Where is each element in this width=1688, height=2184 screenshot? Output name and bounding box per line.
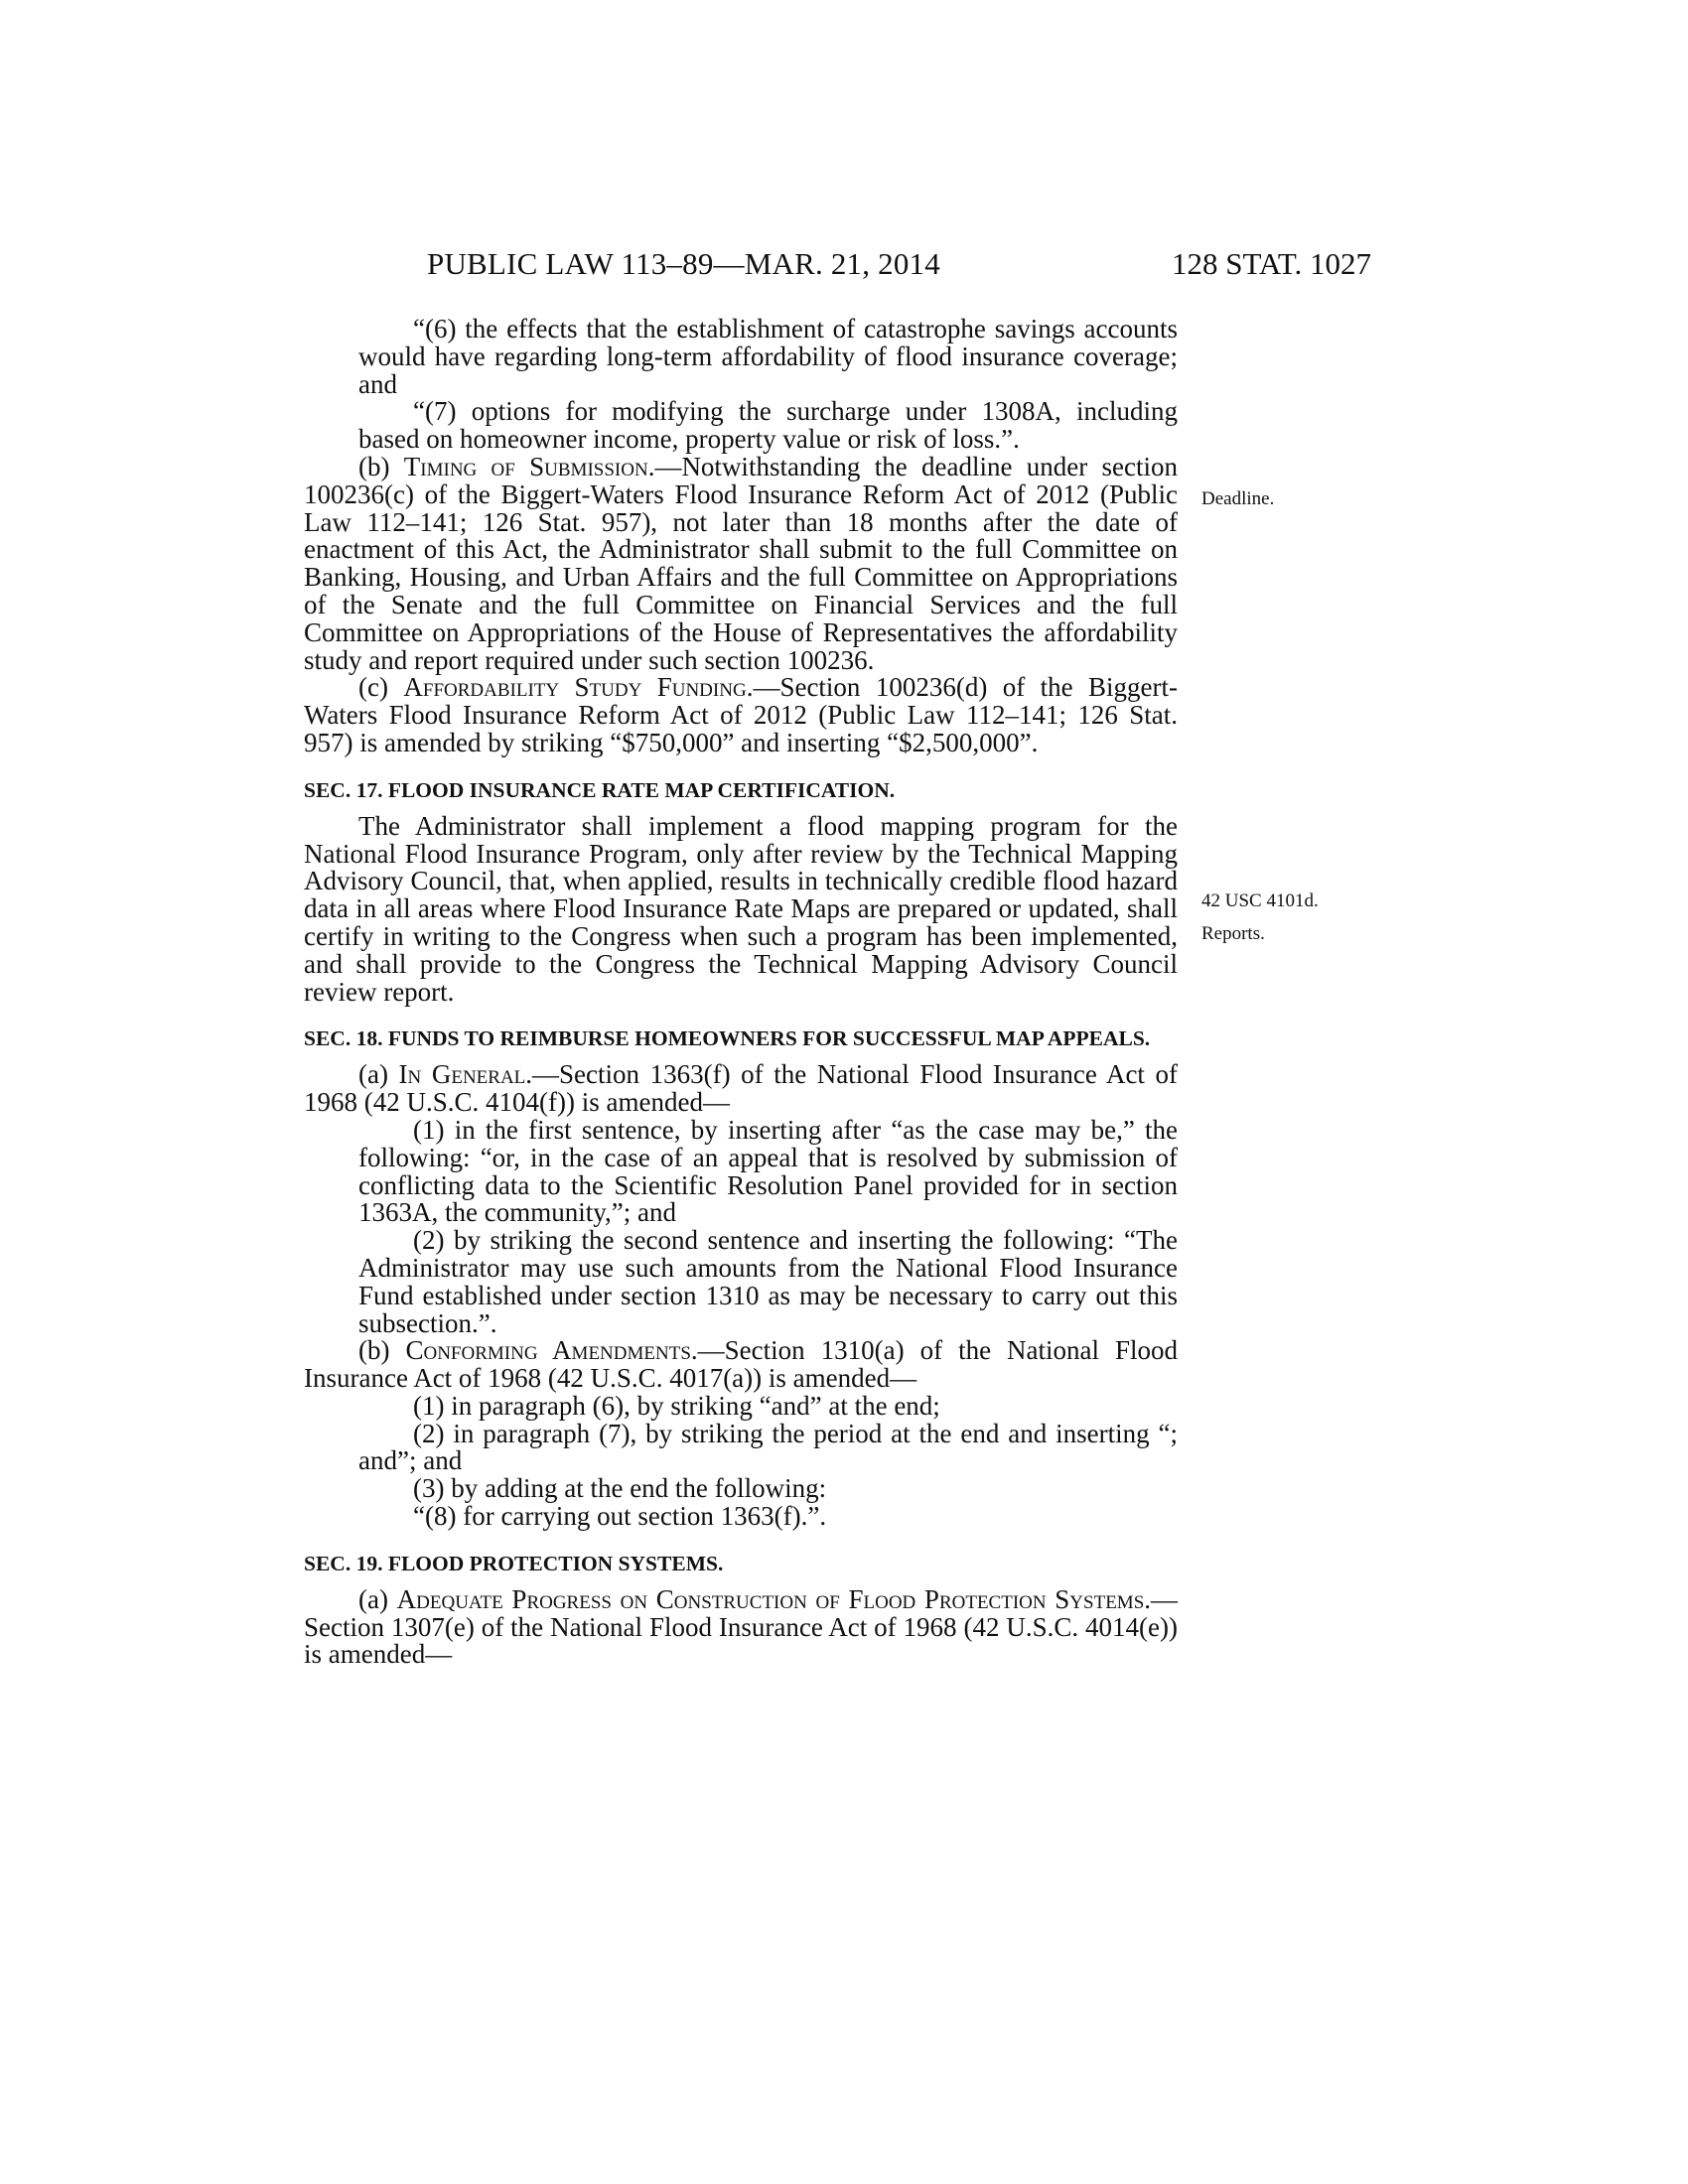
subsection-heading: Timing of Submission bbox=[403, 451, 648, 481]
subsection-heading: Conforming Amendments bbox=[405, 1335, 691, 1366]
section-18-heading: SEC. 18. FUNDS TO REIMBURSE HOMEOWNERS FOR SUCCESSFUL MAP APPEALS. bbox=[304, 1026, 1151, 1051]
header-stat-page: 128 STAT. 1027 bbox=[1171, 246, 1371, 281]
subsection-label: (a) bbox=[358, 1583, 397, 1614]
section-17-heading: SEC. 17. FLOOD INSURANCE RATE MAP CERTIFICATION. bbox=[304, 777, 896, 802]
document-body bbox=[304, 316, 1178, 1669]
section-17-text: The Administrator shall implement a flood mapping program for the National Flood Insurance Program, only after review by the Technical Mapping Advisory Council, that, when applied, results in technically credible flood hazard data in all areas where Flood Insurance Rate Maps are prepared or updated, shall certify in writing to the Congress when such a program has been implemented, and shall provide to the Congress the Technical Mapping Advisory Council review report. bbox=[304, 810, 1178, 1007]
section-18-b-paragraph-1: (1) in paragraph (6), by striking “and” at the end; bbox=[413, 1390, 940, 1421]
subsection-text: .—Section 1307(e) of the National Flood Insurance Act of 1968 (42 U.S.C. 4014(e)) is amended— bbox=[304, 1583, 1179, 1670]
section-18-subsection-a bbox=[304, 1061, 1178, 1117]
margin-note-usc: 42 USC 4101d. bbox=[1201, 890, 1319, 911]
margin-note-reports: Reports. bbox=[1201, 923, 1265, 944]
subsection-b-timing bbox=[304, 451, 1179, 675]
paragraph-7: “(7) options for modifying the surcharge under 1308A, including based on homeowner income, property value or risk of loss.”. bbox=[358, 396, 1178, 455]
subsection-heading: Affordability Study Funding bbox=[403, 672, 747, 703]
paragraph-6: “(6) the effects that the establishment of catastrophe savings accounts would have regarding long-term affordability of flood insurance coverage; and bbox=[358, 314, 1178, 399]
section-18-b-paragraph-2: (2) in paragraph (7), by striking the period at the end and inserting “; and”; and bbox=[358, 1418, 1178, 1476]
page-header bbox=[0, 246, 1688, 286]
subsection-heading: Adequate Progress on Construction of Flood Protection Systems bbox=[396, 1583, 1145, 1614]
section-18-a-paragraph-1: (1) in the first sentence, by inserting after “as the case may be,” the following: “or, in the case of an appeal that is resolved by submission of conflicting data to the Scientific Resolution Panel provided for in section 1363A, the community,”; and bbox=[358, 1114, 1178, 1228]
subsection-c-funding bbox=[304, 674, 1178, 756]
subsection-heading: In General bbox=[398, 1059, 526, 1090]
section-18-b-paragraph-3: (3) by adding at the end the following: bbox=[413, 1473, 827, 1504]
margin-note-deadline: Deadline. bbox=[1201, 488, 1275, 509]
subsection-text: .—Notwithstanding the deadline under section 100236(c) of the Biggert-Waters Flood Insurance Reform Act of 2012 (Public Law 112–141; 126 Stat. 957), not later than 18 months after the date of enactment of this Act, the Administrator shall submit to the full Committee on Banking, Housing, and Urban Affairs and the full Committee on Appropriations of the Senate and the full Committee on Financial Services and the full Committee on Appropriations of the House of Representatives the affordability study and report required under such section 100236. bbox=[304, 451, 1179, 675]
subsection-label: (b) bbox=[358, 451, 404, 481]
subsection-text: .—Section 1363(f) of the National Flood Insurance Act of 1968 (42 U.S.C. 4104(f)) is amended— bbox=[304, 1059, 1178, 1118]
subsection-label: (c) bbox=[358, 672, 404, 703]
header-title: PUBLIC LAW 113–89—MAR. 21, 2014 bbox=[427, 246, 940, 281]
section-18-subsection-b bbox=[304, 1337, 1178, 1393]
subsection-text: .—Section 1310(a) of the National Flood Insurance Act of 1968 (42 U.S.C. 4017(a)) is amended— bbox=[304, 1335, 1179, 1394]
section-19-subsection-a bbox=[304, 1583, 1179, 1670]
section-19-heading: SEC. 19. FLOOD PROTECTION SYSTEMS. bbox=[304, 1551, 724, 1575]
subsection-label: (a) bbox=[358, 1059, 399, 1090]
subsection-text: .—Section 100236(d) of the Biggert-Waters Flood Insurance Reform Act of 2012 (Public Law 112–141; 126 Stat. 957) is amended by striking “$750,000” and inserting “$2,500,000”. bbox=[304, 672, 1179, 757]
subsection-label: (b) bbox=[358, 1335, 406, 1366]
section-18-a-paragraph-2: (2) by striking the second sentence and inserting the following: “The Administrator may use such amounts from the National Flood Insurance Fund established under section 1310 as may be necessary to carry out this subsection.”. bbox=[358, 1225, 1178, 1338]
section-18-b-paragraph-8-insert: “(8) for carrying out section 1363(f).”. bbox=[413, 1501, 827, 1532]
